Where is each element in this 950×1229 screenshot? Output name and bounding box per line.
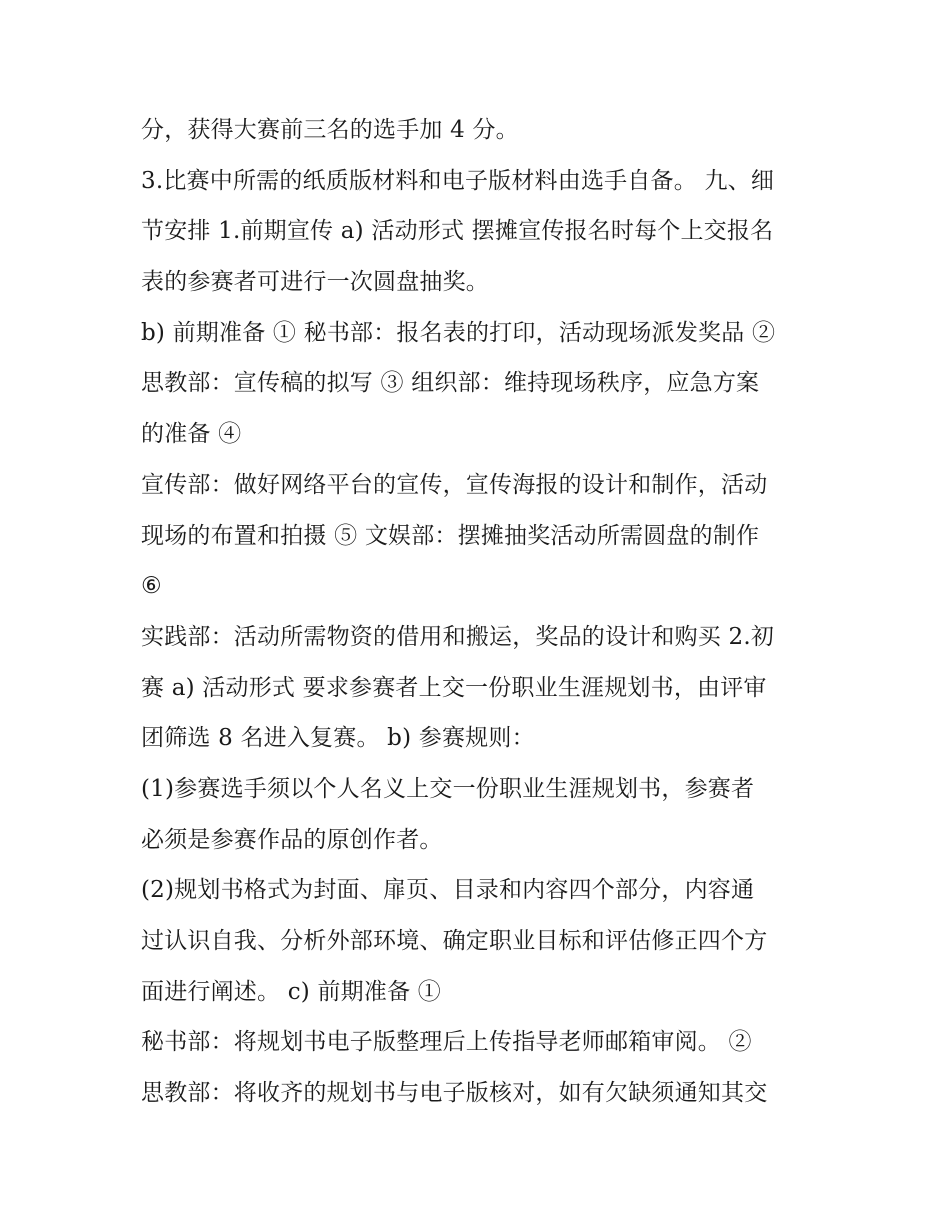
text-line: 必须是参赛作品的原创作者。 xyxy=(141,826,443,853)
text-line: 团筛选 8 名进入复赛。 b) 参赛规则： xyxy=(141,725,535,752)
text-line: (1)参赛选手须以个人名义上交一份职业生涯规划书，参赛者 xyxy=(141,775,755,802)
text-line: 思教部：宣传稿的拟写 ③ 组织部：维持现场秩序，应急方案 xyxy=(141,370,760,397)
text-line: b) 前期准备 ① 秘书部：报名表的打印，活动现场派发奖品 ② xyxy=(141,319,776,346)
text-line: 赛 a) 活动形式 要求参赛者上交一份职业生涯规划书，由评审 xyxy=(141,674,767,701)
text-line: 宣传部：做好网络平台的宣传，宣传海报的设计和制作，活动 xyxy=(141,471,768,498)
text-line: 过认识自我、分析外部环境、确定职业目标和评估修正四个方 xyxy=(141,928,768,954)
text-line: (2)规划书格式为封面、扉页、目录和内容四个部分，内容通 xyxy=(141,877,755,904)
text-line: 实践部：活动所需物资的借用和搬运，奖品的设计和购买 2.初 xyxy=(141,623,775,650)
text-line: 思教部：将收齐的规划书与电子版核对，如有欠缺须通知其交 xyxy=(141,1080,768,1107)
text-line: 秘书部：将规划书电子版整理后上传指导老师邮箱审阅。 ② xyxy=(141,1029,752,1056)
text-line: ⑥ xyxy=(141,573,162,600)
text-line: 表的参赛者可进行一次圆盘抽奖。 xyxy=(141,269,489,296)
text-line: 的准备 ④ xyxy=(141,421,242,448)
text-line: 现场的布置和拍摄 ⑤ 文娱部：摆摊抽奖活动所需圆盘的制作 xyxy=(141,522,760,549)
document-body xyxy=(141,105,821,1119)
text-line: 3.比赛中所需的纸质版材料和电子版材料由选手自备。 九、细 xyxy=(141,167,775,194)
text-line: 分，获得大赛前三名的选手加 4 分。 xyxy=(141,117,519,143)
text-line: 节安排 1.前期宣传 a) 活动形式 摆摊宣传报名时每个上交报名 xyxy=(141,218,774,245)
text-line: 面进行阐述。 c) 前期准备 ① xyxy=(141,978,441,1005)
